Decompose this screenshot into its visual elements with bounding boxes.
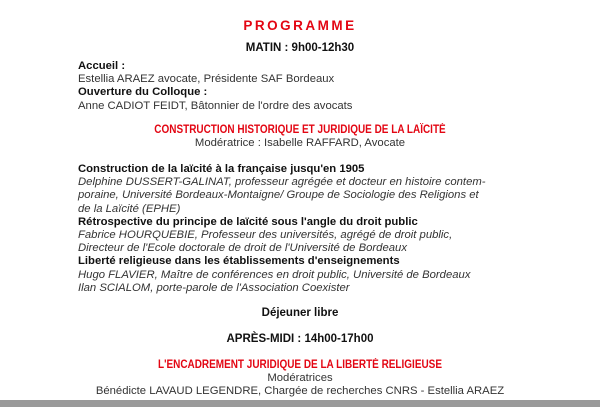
talk-speaker: Directeur de l'Ecole doctorale de droit de l'Université de Bordeaux (78, 242, 407, 255)
talk-speaker: Hugo FLAVIER, Maître de conférences en droit public, Université de Bordeaux (78, 268, 471, 281)
talk-title: Construction de la laïcité à la française jusqu'en 1905 (78, 163, 365, 175)
section1-title: CONSTRUCTION HISTORIQUE ET JURIDIQUE DE LA LAÏCITÉ (154, 123, 446, 136)
section1-talks (78, 163, 548, 295)
section2-moderators-label: Modératrices (267, 372, 333, 384)
section1-moderator: Modératrice : Isabelle RAFFARD, Avocate (194, 137, 406, 149)
talk-speaker: Delphine DUSSERT-GALINAT, professeur agrégée et docteur en histoire contem- (78, 176, 486, 189)
accueil-text: Estellia ARAEZ avocate, Présidente SAF Bordeaux (78, 73, 335, 86)
talk-title: Rétrospective du principe de laïcité sous l'angle du droit public (78, 215, 418, 228)
talk-speaker: Fabrice HOURQUEBIE, Professeur des universités, agrégé de droit public, (78, 229, 453, 242)
talk-title: Liberté religieuse dans les établissements d'enseignements (78, 255, 400, 268)
talk-speaker: de la Laïcité (EPHE) (78, 202, 181, 215)
opening-block (78, 60, 548, 113)
talk-speaker: poraine, Université Bordeaux-Montaigne/ Groupe de Sociologie des Religions et (78, 189, 479, 202)
talk-speaker: Ilan SCIALOM, porte-parole de l'Association Coexister (78, 281, 350, 294)
section2-title: L'ENCADREMENT JURIDIQUE DE LA LIBERTÉ RELIGIEUSE (158, 358, 442, 371)
section2-moderators-text: Bénédicte LAVAUD LEGENDRE, Chargée de recherches CNRS - Estellia ARAEZ (95, 385, 505, 397)
afternoon-heading: APRÈS-MIDI : 14h00-17h00 (226, 333, 374, 345)
lunch-label: Déjeuner libre (261, 307, 339, 319)
accueil-label: Accueil : (78, 60, 126, 72)
footer-bar (0, 400, 600, 407)
ouverture-label: Ouverture du Colloque : (78, 86, 208, 99)
ouverture-text: Anne CADIOT FEIDT, Bâtonnier de l'ordre des avocats (78, 99, 353, 112)
programme-title: PROGRAMME (243, 18, 357, 33)
morning-heading: MATIN : 9h00-12h30 (245, 42, 355, 54)
